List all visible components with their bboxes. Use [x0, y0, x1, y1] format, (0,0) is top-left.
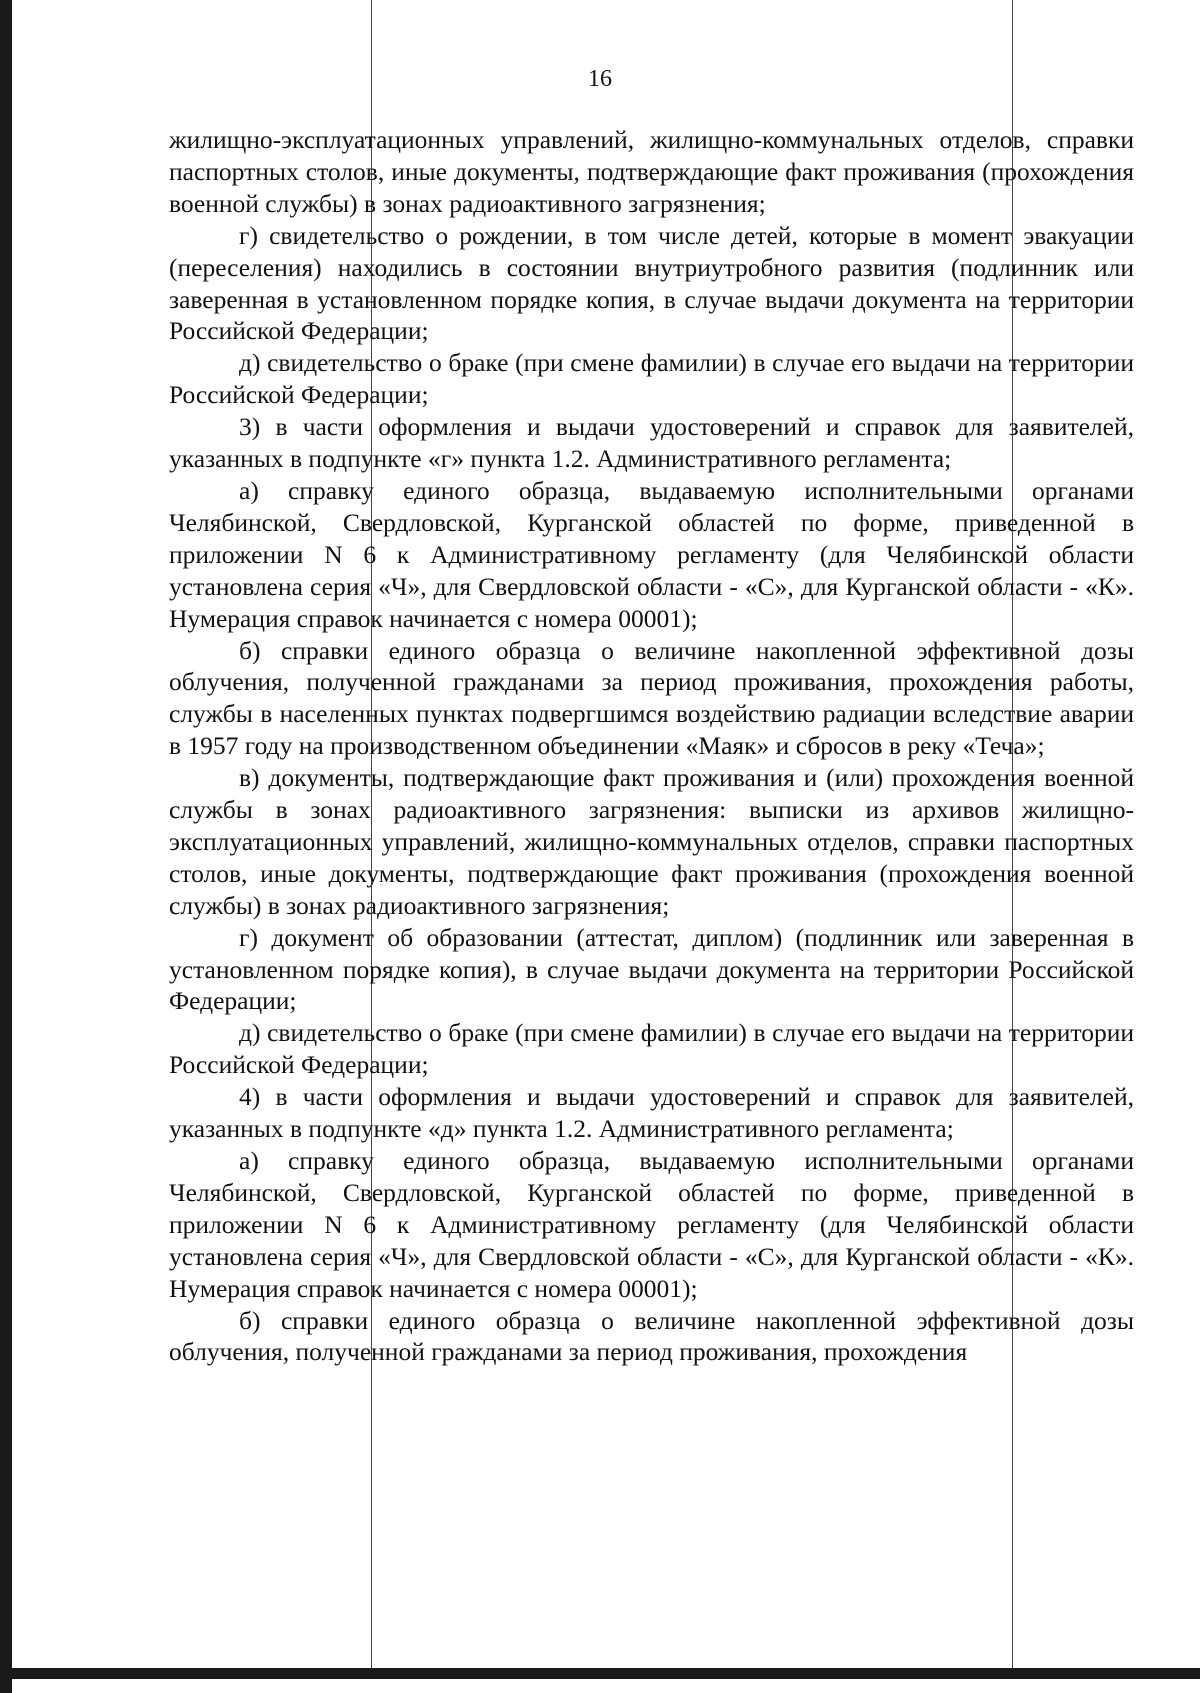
paragraph: д) свидетельство о браке (при смене фамилии) в случае его выдачи на территории Российской Федерации;	[169, 1018, 1134, 1080]
paragraph: а) справку единого образца, выдаваемую исполнительными органами Челябинской, Свердловской, Курганской областей по форме, приведенной в приложении N 6 к Административному регламенту (для Челябинской области установлена серия «Ч», для Свердловской области - «С», для Курганской области - «К». Нумерация справок начинается с номера 00001);	[169, 1146, 1134, 1303]
paragraph: 3) в части оформления и выдачи удостоверений и справок для заявителей, указанных в подпункте «г» пункта 1.2. Административного регламента;	[169, 412, 1134, 474]
paragraph: г) свидетельство о рождении, в том числе детей, которые в момент эвакуации (переселения) находились в состоянии внутриутробного развития (подлинник или заверенная в установленном порядке копия, в случае выдачи документа на территории Российской Федерации;	[169, 220, 1134, 346]
paragraph: жилищно-эксплуатационных управлений, жилищно-коммунальных отделов, справки паспортных столов, иные документы, подтверждающие факт проживания (прохождения военной службы) в зонах радиоактивного загрязнения;	[169, 125, 1134, 218]
document-body	[169, 124, 1134, 1368]
paragraph: г) документ об образовании (аттестат, диплом) (подлинник или заверенная в установленном порядке копия), в случае выдачи документа на территории Российской Федерации;	[169, 922, 1134, 1016]
paragraph: а) справку единого образца, выдаваемую исполнительными органами Челябинской, Свердловской, Курганской областей по форме, приведенной в приложении N 6 к Административному регламенту (для Челябинской области установлена серия «Ч», для Свердловской области - «С», для Курганской области - «К». Нумерация справок начинается с номера 00001);	[169, 475, 1134, 633]
scan-edge-left	[0, 0, 12, 1693]
paragraph: б) справки единого образца о величине накопленной эффективной дозы облучения, полученной гражданами за период проживания, прохождения	[169, 1305, 1134, 1367]
paragraph: в) документы, подтверждающие факт проживания и (или) прохождения военной службы в зонах радиоактивного загрязнения: выписки из архивов жилищно-эксплуатационных управлений, жилищно-коммунальных отделов, справки паспортных столов, иные документы, подтверждающие факт проживания (прохождения военной службы) в зонах радиоактивного загрязнения;	[169, 763, 1134, 920]
scan-edge-bottom	[0, 1668, 1200, 1679]
paragraph: д) свидетельство о браке (при смене фамилии) в случае его выдачи на территории Российской Федерации;	[169, 348, 1134, 410]
page-number: 16	[588, 66, 612, 92]
paragraph: 4) в части оформления и выдачи удостоверений и справок для заявителей, указанных в подпункте «д» пункта 1.2. Административного регламента;	[169, 1082, 1134, 1144]
paragraph: б) справки единого образца о величине накопленной эффективной дозы облучения, полученной гражданами за период проживания, прохождения работы, службы в населенных пунктах подвергшимся воздействию радиации вследствие аварии в 1957 году на производственном объединении «Маяк» и сбросов в реку «Теча»;	[169, 635, 1134, 761]
